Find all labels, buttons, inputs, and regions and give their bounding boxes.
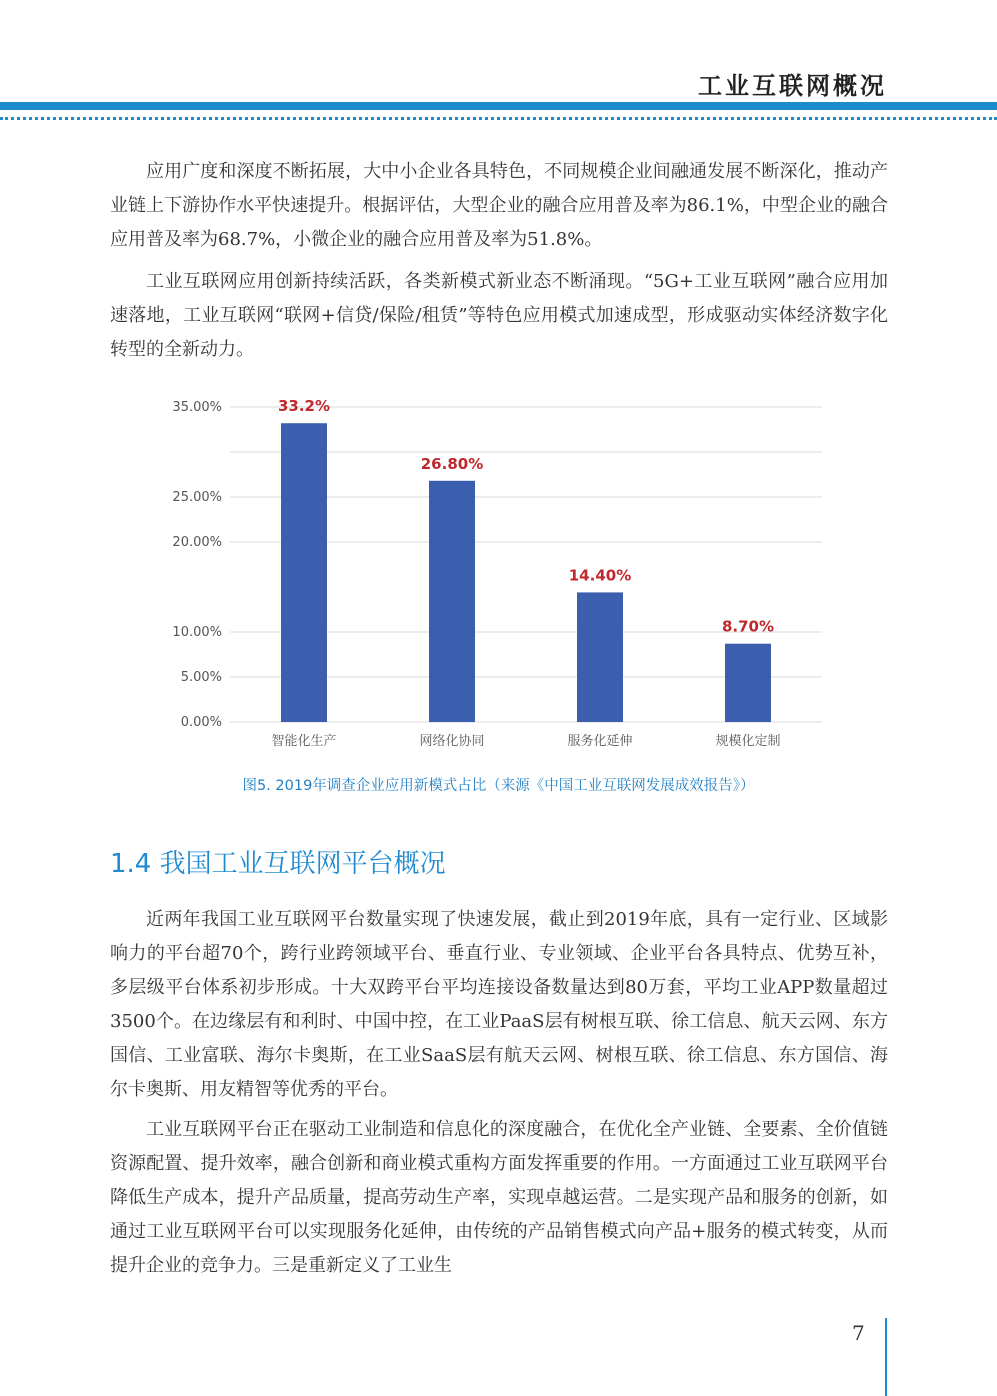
x-tick-label: 规模化定制 bbox=[715, 734, 781, 749]
y-tick-label: 35.00% bbox=[172, 400, 222, 415]
x-tick-label: 网络化协同 bbox=[419, 734, 485, 749]
running-header-title: 工业互联网概况 bbox=[698, 71, 887, 100]
section-heading: 1.4 我国工业互联网平台概况 bbox=[110, 849, 446, 879]
x-tick-label: 智能化生产 bbox=[271, 734, 337, 749]
bar-chart-new-models bbox=[150, 385, 840, 760]
y-tick-label: 25.00% bbox=[172, 490, 222, 505]
header-dotted-rule bbox=[0, 117, 997, 120]
data-label: 14.40% bbox=[568, 566, 632, 585]
y-tick-label: 5.00% bbox=[180, 670, 222, 685]
paragraph-platform-development: 近两年我国工业互联网平台数量实现了快速发展，截止到2019年底，具有一定行业、区域影响力的平台超70个，跨行业跨领域平台、垂直行业、专业领域、企业平台各具特点、优势互补，多层级平台体系初步形成。十大双跨平台平均连接设备数量达到80万套，平均工业APP数量超过3500个。在边缘层有和利时、中国中控，在工业PaaS层有树根互联、徐工信息、航天云网、东方国信、工业富联、海尔卡奥斯，在工业SaaS层有航天云网、树根互联、徐工信息、东方国信、海尔卡奥斯、用友精智等优秀的平台。 bbox=[110, 909, 888, 1100]
bar bbox=[281, 423, 327, 722]
y-tick-label: 20.00% bbox=[172, 535, 222, 550]
page-number-rule bbox=[885, 1318, 887, 1396]
header-bar bbox=[0, 102, 997, 110]
y-tick-label: 0.00% bbox=[180, 715, 222, 730]
y-tick-label: 10.00% bbox=[172, 625, 222, 640]
data-label: 26.80% bbox=[420, 454, 484, 473]
bar bbox=[429, 481, 475, 722]
page-number: 7 bbox=[852, 1321, 865, 1345]
figure-caption: 图5. 2019年调查企业应用新模式占比（来源《中国工业互联网发展成效报告》） bbox=[242, 778, 755, 794]
paragraph-platform-role: 工业互联网平台正在驱动工业制造和信息化的深度融合，在优化全产业链、全要素、全价值链资源配置、提升效率，融合创新和商业模式重构方面发挥重要的作用。一方面通过工业互联网平台降低生产成本，提升产品质量，提高劳动生产率，实现卓越运营。二是实现产品和服务的创新，如通过工业互联网平台可以实现服务化延伸，由传统的产品销售模式向产品+服务的模式转变，从而提升企业的竞争力。三是重新定义了工业生 bbox=[110, 1119, 888, 1276]
data-label: 33.2% bbox=[277, 397, 331, 416]
x-tick-label: 服务化延伸 bbox=[567, 734, 633, 749]
data-label: 8.70% bbox=[721, 617, 775, 636]
bar bbox=[725, 644, 771, 722]
paragraph-new-models: 工业互联网应用创新持续活跃，各类新模式新业态不断涌现。“5G+工业互联网”融合应用加速落地，工业互联网“联网+信贷/保险/租赁”等特色应用模式加速成型，形成驱动实体经济数字化转型的全新动力。 bbox=[110, 271, 888, 360]
bar bbox=[577, 592, 623, 722]
paragraph-adoption-rates: 应用广度和深度不断拓展，大中小企业各具特色，不同规模企业间融通发展不断深化，推动产业链上下游协作水平快速提升。根据评估，大型企业的融合应用普及率为86.1%，中型企业的融合应用普及率为68.7%，小微企业的融合应用普及率为51.8%。 bbox=[110, 161, 888, 250]
